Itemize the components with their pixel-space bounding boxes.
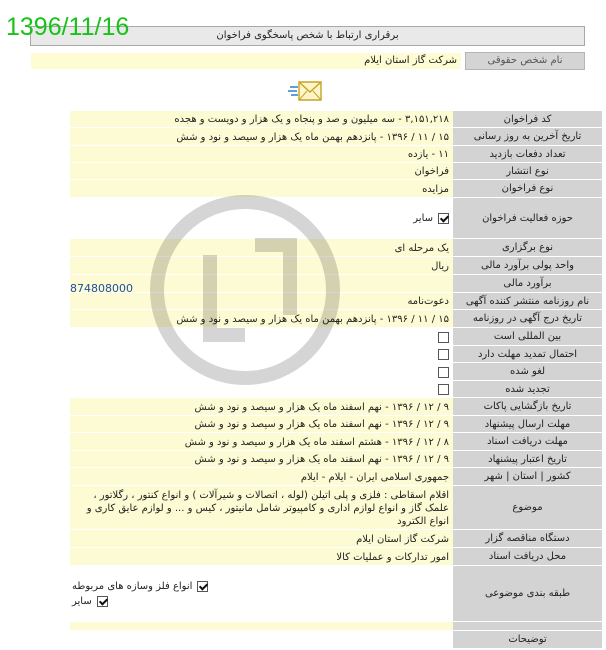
activity-other-checkbox[interactable] xyxy=(438,213,449,224)
row-call-type xyxy=(70,180,602,198)
row-organizer xyxy=(70,530,602,548)
cancelled-label: لغو شده xyxy=(453,363,602,380)
row-visits xyxy=(70,146,602,163)
publish-type-label: نوع انتشار xyxy=(453,163,602,179)
row-classification xyxy=(70,566,602,622)
international-value xyxy=(70,328,453,345)
row-spacer xyxy=(70,622,602,631)
row-subject xyxy=(70,486,602,530)
extension-label: احتمال تمدید مهلت دارد xyxy=(453,346,602,362)
publish-type-value: فراخوان xyxy=(70,163,453,179)
validity-date-value: ۹ / ۱۲ / ۱۳۹۶ - نهم اسفند ماه یک هزار و سیصد و نود و شش xyxy=(70,451,453,467)
notes-value xyxy=(70,631,453,648)
code-value: ۳,۱۵۱,۲۱۸ - سه میلیون و صد و پنجاه و یک هزار و دویست و هجده xyxy=(70,111,453,127)
notes-label: توضیحات xyxy=(453,631,602,648)
row-ad-date xyxy=(70,310,602,328)
ad-date-label: تاریخ درج آگهی در روزنامه xyxy=(453,310,602,327)
row-notes xyxy=(70,631,602,649)
estimate-label: برآورد مالی xyxy=(453,275,602,292)
legal-entity-row xyxy=(30,52,585,70)
activity-option xyxy=(413,212,449,225)
row-estimate xyxy=(70,275,602,293)
call-type-value: مزایده xyxy=(70,180,453,197)
validity-date-label: تاریخ اعتبار پیشنهاد xyxy=(453,451,602,467)
classification-metal-label: انواع فلز وسازه های مربوطه xyxy=(72,581,193,592)
receipt-place-label: محل دریافت اسناد xyxy=(453,548,602,565)
row-activity xyxy=(70,198,602,239)
row-validity-date xyxy=(70,451,602,468)
row-newspaper xyxy=(70,293,602,310)
extension-value xyxy=(70,346,453,362)
row-opening-date xyxy=(70,398,602,416)
classification-label: طبقه بندی موضوعی xyxy=(453,566,602,621)
activity-other-label: سایر xyxy=(413,213,433,224)
international-checkbox[interactable] xyxy=(438,332,449,343)
holding-type-value: یک مرحله ای xyxy=(70,239,453,256)
subject-value: اقلام اسقاطی : فلزی و پلی اتیلن (لوله ، اتصالات و شیرآلات ) و انواع کنتور ، رگلاتور ، علمک گاز و انواع لوازم اداری و کامپیوتر شامل مانیتور ، کیس و ... و لوازم عایق کاری و انواع الکترود xyxy=(70,486,453,529)
row-international xyxy=(70,328,602,346)
spacer-value xyxy=(70,622,453,630)
location-label: کشور | استان | شهر xyxy=(453,468,602,485)
cancelled-checkbox[interactable] xyxy=(438,367,449,378)
row-code xyxy=(70,111,602,128)
classification-other-label: سایر xyxy=(72,596,92,607)
classification-other-checkbox[interactable] xyxy=(97,596,108,607)
organizer-value: شرکت گاز استان ایلام xyxy=(70,530,453,547)
last-update-value: ۱۵ / ۱۱ / ۱۳۹۶ - پانزدهم بهمن ماه یک هزار و سیصد و نود و شش xyxy=(70,128,453,145)
row-doc-deadline xyxy=(70,433,602,451)
opening-date-label: تاریخ بازگشایی پاکات xyxy=(453,398,602,415)
location-value: جمهوری اسلامی ایران - ایلام - ایلام xyxy=(70,468,453,485)
newspaper-label: نام روزنامه منتشر کننده آگهی xyxy=(453,293,602,309)
visits-label: تعداد دفعات بازدید xyxy=(453,146,602,162)
code-label: کد فراخوان xyxy=(453,111,602,127)
row-cancelled xyxy=(70,363,602,381)
newspaper-value: دعوت‌نامه xyxy=(70,293,453,309)
cancelled-value xyxy=(70,363,453,380)
subject-label: موضوع xyxy=(453,486,602,529)
row-location xyxy=(70,468,602,486)
international-label: بین المللی است xyxy=(453,328,602,345)
renewed-label: تجدید شده xyxy=(453,381,602,397)
ad-date-value: ۱۵ / ۱۱ / ۱۳۹۶ - پانزدهم بهمن ماه یک هزار و سیصد و نود و شش xyxy=(70,310,453,327)
renewed-value xyxy=(70,381,453,397)
classification-value xyxy=(70,566,453,621)
holding-type-label: نوع برگزاری xyxy=(453,239,602,256)
visits-value: ۱۱ - یازده xyxy=(70,146,453,162)
last-update-label: تاریخ آخرین به روز رسانی xyxy=(453,128,602,145)
amount-overlay: 874808000 xyxy=(70,282,133,295)
doc-deadline-value: ۸ / ۱۲ / ۱۳۹۶ - هشتم اسفند ماه یک هزار و سیصد و نود و شش xyxy=(70,433,453,450)
doc-deadline-label: مهلت دریافت اسناد xyxy=(453,433,602,450)
opening-date-value: ۹ / ۱۲ / ۱۳۹۶ - نهم اسفند ماه یک هزار و سیصد و نود و شش xyxy=(70,398,453,415)
row-currency xyxy=(70,257,602,275)
classification-option xyxy=(72,580,208,593)
activity-value xyxy=(70,198,453,238)
currency-label: واحد پولی برآورد مالی xyxy=(453,257,602,274)
call-type-label: نوع فراخوان xyxy=(453,180,602,197)
envelope-icon[interactable] xyxy=(288,78,324,106)
spacer-label xyxy=(453,622,602,630)
row-holding-type xyxy=(70,239,602,257)
row-receipt-place xyxy=(70,548,602,566)
row-last-update xyxy=(70,128,602,146)
send-deadline-value: ۹ / ۱۲ / ۱۳۹۶ - نهم اسفند ماه یک هزار و سیصد و نود و شش xyxy=(70,416,453,432)
row-send-deadline xyxy=(70,416,602,433)
details-table xyxy=(70,111,602,649)
date-stamp: 1396/11/16 xyxy=(6,13,130,41)
extension-checkbox[interactable] xyxy=(438,349,449,360)
row-renewed xyxy=(70,381,602,398)
classification-metal-checkbox[interactable] xyxy=(197,581,208,592)
classification-option xyxy=(72,595,108,608)
receipt-place-value: امور تدارکات و عملیات کالا xyxy=(70,548,453,565)
row-extension xyxy=(70,346,602,363)
contact-responder-button[interactable]: برقراری ارتباط با شخص پاسخگوی فراخوان xyxy=(30,26,585,46)
legal-entity-value: شرکت گاز استان ایلام xyxy=(31,53,461,69)
legal-entity-tab[interactable]: نام شخص حقوقی xyxy=(465,52,585,70)
renewed-checkbox[interactable] xyxy=(438,384,449,395)
send-deadline-label: مهلت ارسال پیشنهاد xyxy=(453,416,602,432)
activity-label: حوزه فعالیت فراخوان xyxy=(453,198,602,238)
currency-value: ریال xyxy=(70,257,453,274)
row-publish-type xyxy=(70,163,602,180)
organizer-label: دستگاه مناقصه گزار xyxy=(453,530,602,547)
